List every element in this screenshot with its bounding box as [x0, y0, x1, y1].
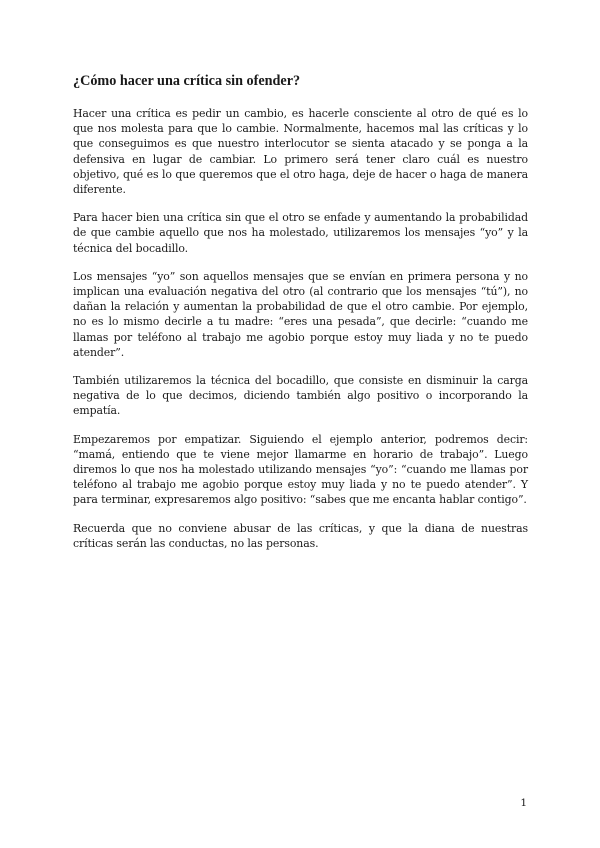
paragraph-4: También utilizaremos la técnica del bocadillo, que consiste en disminuir la carga negativa de lo que decimos, diciendo también algo positivo o incorporando la empatía. [73, 374, 528, 418]
document-page [73, 72, 528, 564]
document-title: ¿Cómo hacer una crítica sin ofender? [73, 73, 301, 89]
paragraph-5: Empezaremos por empatizar. Siguiendo el ejemplo anterior, podremos decir: “mamá, entiendo que te viene mejor llamarme en horario de trabajo”. Luego diremos lo que nos ha molestado utilizando mensajes “yo”: “cuando me llamas por teléfono al trabajo me agobio porque estoy muy liada y no te puedo atender”. Y para terminar, expresaremos algo positivo: “sabes que me encanta hablar contigo”. [73, 432, 528, 507]
paragraph-2: Para hacer bien una crítica sin que el otro se enfade y aumentando la probabilidad de que cambie aquello que nos ha molestado, utilizaremos los mensajes “yo” y la técnica del bocadillo. [73, 211, 528, 255]
paragraph-3: Los mensajes “yo” son aquellos mensajes que se envían en primera persona y no implican una evaluación negativa del otro (al contrario que los mensajes “tú”), no dañan la relación y aumentan la probabilidad de que el otro cambie. Por ejemplo, no es lo mismo decirle a tu madre: “eres una pesada”, que decirle: “cuando me llamas por teléfono al trabajo me agobio porque estoy muy liada y no te puedo atender”. [73, 269, 528, 359]
paragraph-1: Hacer una crítica es pedir un cambio, es hacerle consciente al otro de qué es lo que nos molesta para que lo cambie. Normalmente, hacemos mal las críticas y lo que conseguimos es que nuestro interlocutor se sienta atacado y se ponga a la defensiva en lugar de cambiar. Lo primero será tener claro cuál es nuestro objetivo, qué es lo que queremos que el otro haga, deje de hacer o haga de manera diferente. [73, 107, 528, 197]
paragraph-6: Recuerda que no conviene abusar de las críticas, y que la diana de nuestras críticas serán las conductas, no las personas. [73, 521, 528, 550]
page-number: 1 [520, 797, 527, 809]
